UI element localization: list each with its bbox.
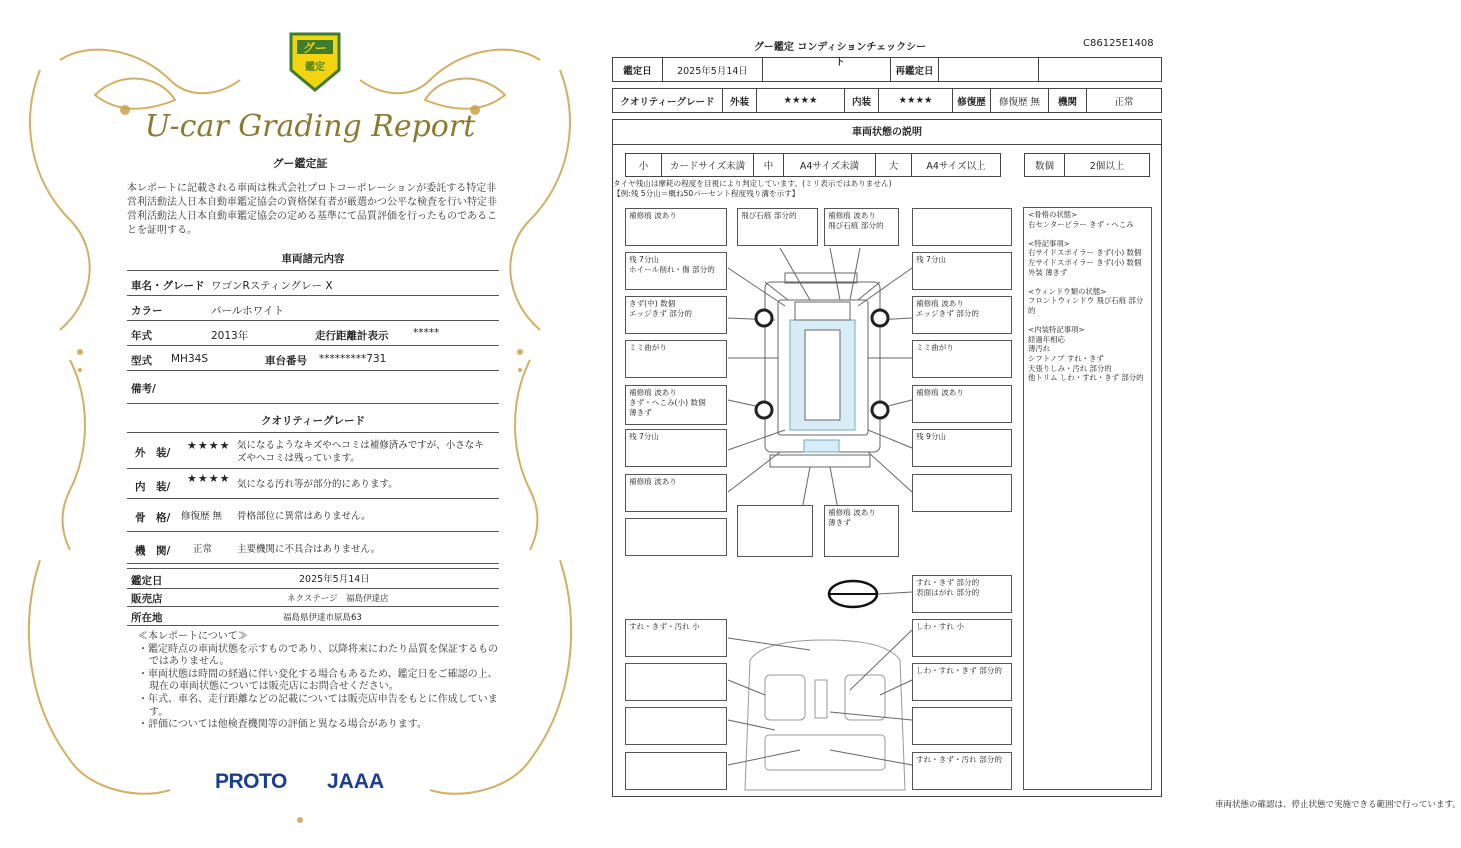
legend-mid: 中: [754, 154, 784, 176]
exterior-stars: ★★★★: [187, 439, 231, 452]
condition-heading: 車両状態の説明: [613, 120, 1161, 145]
jaaa-logo: [327, 770, 384, 794]
date-label: 鑑定日: [131, 575, 163, 587]
exterior-box-rear-3: 補修痕 波あり 薄きず: [824, 505, 899, 557]
size-legend: [625, 153, 1001, 177]
frame-text: 骨格部位に異常はありません。: [237, 511, 371, 522]
note-item: ・年式、車名、走行距離などの記載については販売店申告をもとに作成しています。: [138, 693, 498, 718]
address-label: 所在地: [131, 612, 163, 624]
recheck-value: [939, 58, 1039, 81]
interior-box-right-2: しわ・すれ・きず 部分的: [912, 663, 1012, 701]
legend-small-desc: カードサイズ未満: [662, 154, 754, 176]
interior-stars: ★★★★: [187, 472, 231, 485]
frame-value: 修復歴 無: [181, 511, 223, 522]
exterior-box-left-7: 補修痕 波あり: [625, 474, 727, 512]
row-color: [127, 296, 499, 321]
legend-mid-desc: A4サイズ未満: [784, 154, 876, 176]
certificate-subtitle: グー鑑定証: [272, 157, 328, 170]
legend-small: 小: [626, 154, 662, 176]
interior-box-left-3: [625, 707, 727, 745]
interior-box-right-4: すれ・きず・汚れ 部分的: [912, 752, 1012, 790]
int-label: 内装: [845, 89, 879, 112]
report-title: [144, 100, 476, 150]
row-remarks: [127, 371, 499, 404]
interior-box-right-3: [912, 707, 1012, 745]
proto-logo: [215, 770, 287, 794]
jaaa-logo-text: JAAA: [327, 770, 385, 793]
exterior-label: 外 装/: [135, 447, 171, 459]
address-value: 福島県伊達市原島63: [283, 613, 362, 623]
model-label: 型式: [131, 355, 152, 367]
report-title-text: U-car Grading Report: [144, 109, 476, 144]
row-model: [127, 346, 499, 371]
model-value: MH34S: [171, 353, 208, 365]
specs-heading: 車両諸元内容: [281, 253, 345, 265]
exterior-box-front-right: [912, 208, 1012, 246]
legend-count: 数個: [1025, 154, 1065, 176]
badge-bottom-text: 鑑定: [305, 62, 325, 73]
exterior-box-left-2: 残 7分山 ホイール削れ・傷 部分的: [625, 252, 727, 290]
year-label: 年式: [131, 330, 152, 342]
remarks-label: 備考/: [131, 383, 156, 395]
legend-count-desc: 2個以上: [1089, 161, 1125, 172]
engine-label: 機 関/: [135, 545, 171, 557]
interior-box-steering: すれ・きず 部分的 表面はがれ 部分的: [912, 575, 1012, 613]
date-value: 2025年5月14日: [299, 574, 370, 585]
goo-kantei-badge: [285, 30, 345, 92]
legend-large-desc: A4サイズ以上: [926, 161, 986, 172]
frame-label: 骨 格/: [135, 512, 171, 524]
date-value: 2025年5月14日: [663, 58, 763, 81]
condition-notes: <骨格の状態> 右センターピラー きず・へこみ <特記事項> 右サイドスポイラー きず(小) 数個 左サイドスポイラー きず(小) 数個 外装 薄きず <ウィンドウ類の状態> フロントウィンドウ 飛び石痕 部分的 <内装特記事項> 経過年相応 薄汚れ シフトノブ すれ・きず 天張りしみ・汚れ 部分的 他トリム しわ・すれ・きず 部分的: [1023, 207, 1152, 790]
qg-label: クオリティーグレード: [613, 89, 723, 112]
chassis-label: 車台番号: [265, 355, 307, 367]
interior-box-left-1: すれ・きず・汚れ 小: [625, 619, 727, 657]
repair-label: 修復歴: [953, 89, 991, 112]
mileage-label: 走行距離計表示: [315, 330, 389, 342]
note-item: ・車両状態は時間の経過に伴い変化する場合もあるため、鑑定日をご確認の上、現在の車両状態については販売店にお問合せください。: [138, 668, 498, 693]
notes-heading: ≪本レポートについて≫: [138, 631, 248, 642]
exterior-box-right-5: 補修痕 波あり: [912, 385, 1012, 423]
row-engine: [127, 532, 499, 564]
interior-box-left-2: [625, 663, 727, 701]
sheet-footer: 車両状態の確認は、停止状態で実施できる範囲で行っています。: [1215, 800, 1461, 810]
dealer-label: 販売店: [131, 593, 163, 605]
dealer-value: ネクステージ 福島伊達店: [287, 594, 389, 604]
engine-label: 機関: [1049, 89, 1087, 112]
grade-table: [612, 88, 1162, 113]
row-frame: [127, 499, 499, 532]
recheck-label: 再鑑定日: [891, 58, 939, 81]
row-date: [127, 568, 499, 589]
exterior-box-left-4: ミミ曲がり: [625, 340, 727, 378]
certificate-intro: 本レポートに記載される車両は株式会社プロトコーポレーションが委託する特定非営利活動法人日本自動車鑑定協会の資格保有者が厳選かつ公平な検査を行い特定非営利活動法人日本自動車鑑定協会の定める基準にて品質評価を行ったものであることを証明する。: [127, 183, 497, 236]
row-year: [127, 321, 499, 346]
int-stars: ★★★★: [879, 89, 953, 112]
chassis-value: *********731: [319, 353, 387, 365]
exterior-box-left-5: 補修痕 波あり きず・へこみ(小) 数個 薄きず: [625, 385, 727, 425]
ext-stars: ★★★★: [757, 89, 845, 112]
grading-certificate: [0, 0, 600, 848]
row-interior: [127, 469, 499, 499]
exterior-box-right-6: 残 9分山: [912, 429, 1012, 467]
interior-text: 気になる汚れ等が部分的にあります。: [237, 479, 398, 490]
tire-note-line: タイヤ残山は摩耗の程度を目視により判定しています。(ミリ表示ではありません): [613, 179, 892, 188]
exterior-box-left-3: きず(中) 数個 エッジきず 部分的: [625, 296, 727, 334]
interior-label: 内 装/: [135, 481, 171, 493]
tire-note-example: 【例:残 5分山＝概ね50パーセント程度残り溝を示す】: [613, 189, 800, 198]
sheet-title: グー鑑定 コンディションチェックシート: [753, 42, 927, 68]
engine-text: 主要機関に不具合はありません。: [237, 544, 381, 555]
date-label: 鑑定日: [613, 58, 663, 81]
exterior-box-right-7: [912, 474, 1012, 512]
row-dealer: [127, 589, 499, 607]
interior-box-right-1: しわ・すれ 小: [912, 619, 1012, 657]
date-blank: [763, 58, 891, 81]
name-label: 車名・グレード: [131, 280, 205, 292]
exterior-box-right-4: ミミ曲がり: [912, 340, 1012, 378]
report-notes: [138, 631, 498, 732]
engine-value: 正常: [1114, 96, 1134, 108]
color-label: カラー: [131, 305, 163, 317]
note-item: ・鑑定時点の車両状態を示すものであり、以降将来にわたり品質を保証するものではありません。: [138, 643, 498, 668]
recheck-blank: [1039, 58, 1161, 81]
repair-value: 修復歴 無: [991, 89, 1049, 112]
exterior-box-rear-1: [625, 518, 727, 556]
color-value: パールホワイト: [211, 305, 284, 317]
proto-logo-text: PROTO: [215, 770, 287, 793]
row-exterior: [127, 432, 499, 469]
exterior-box-rear-2: [737, 505, 813, 557]
ext-label: 外装: [723, 89, 757, 112]
count-legend: [1024, 153, 1150, 177]
exterior-box-front-1: 飛び石痕 部分的: [737, 208, 818, 246]
date-table: [612, 57, 1162, 82]
note-item: ・評価については他検査機関等の評価と異なる場合があります。: [138, 719, 427, 731]
exterior-text: 気になるようなキズやヘコミは補修済みですが、小さなキズやヘコミは残っています。: [237, 440, 484, 464]
quality-heading: クオリティーグレード: [261, 415, 365, 427]
sheet-doc-id: C86125E1408: [1083, 38, 1154, 49]
row-name-grade: [127, 270, 499, 296]
engine-value: 正常: [193, 544, 213, 555]
legend-large: 大: [876, 154, 912, 176]
year-value: 2013年: [211, 330, 249, 342]
exterior-box-left-6: 残 7分山: [625, 429, 727, 467]
name-value: ワゴンRスティングレー X: [211, 280, 333, 292]
exterior-box-front-left: 補修痕 波あり: [625, 208, 727, 246]
interior-box-left-4: [625, 752, 727, 790]
exterior-box-front-2: 補修痕 波あり 飛び石痕 部分的: [824, 208, 899, 246]
tire-note: [613, 179, 892, 199]
exterior-box-right-3: 補修痕 波あり エッジきず 部分的: [912, 296, 1012, 334]
exterior-box-right-2: 残 7分山: [912, 252, 1012, 290]
mileage-value: *****: [413, 327, 440, 339]
badge-top-text: グー: [302, 41, 328, 55]
row-address: [127, 607, 499, 626]
